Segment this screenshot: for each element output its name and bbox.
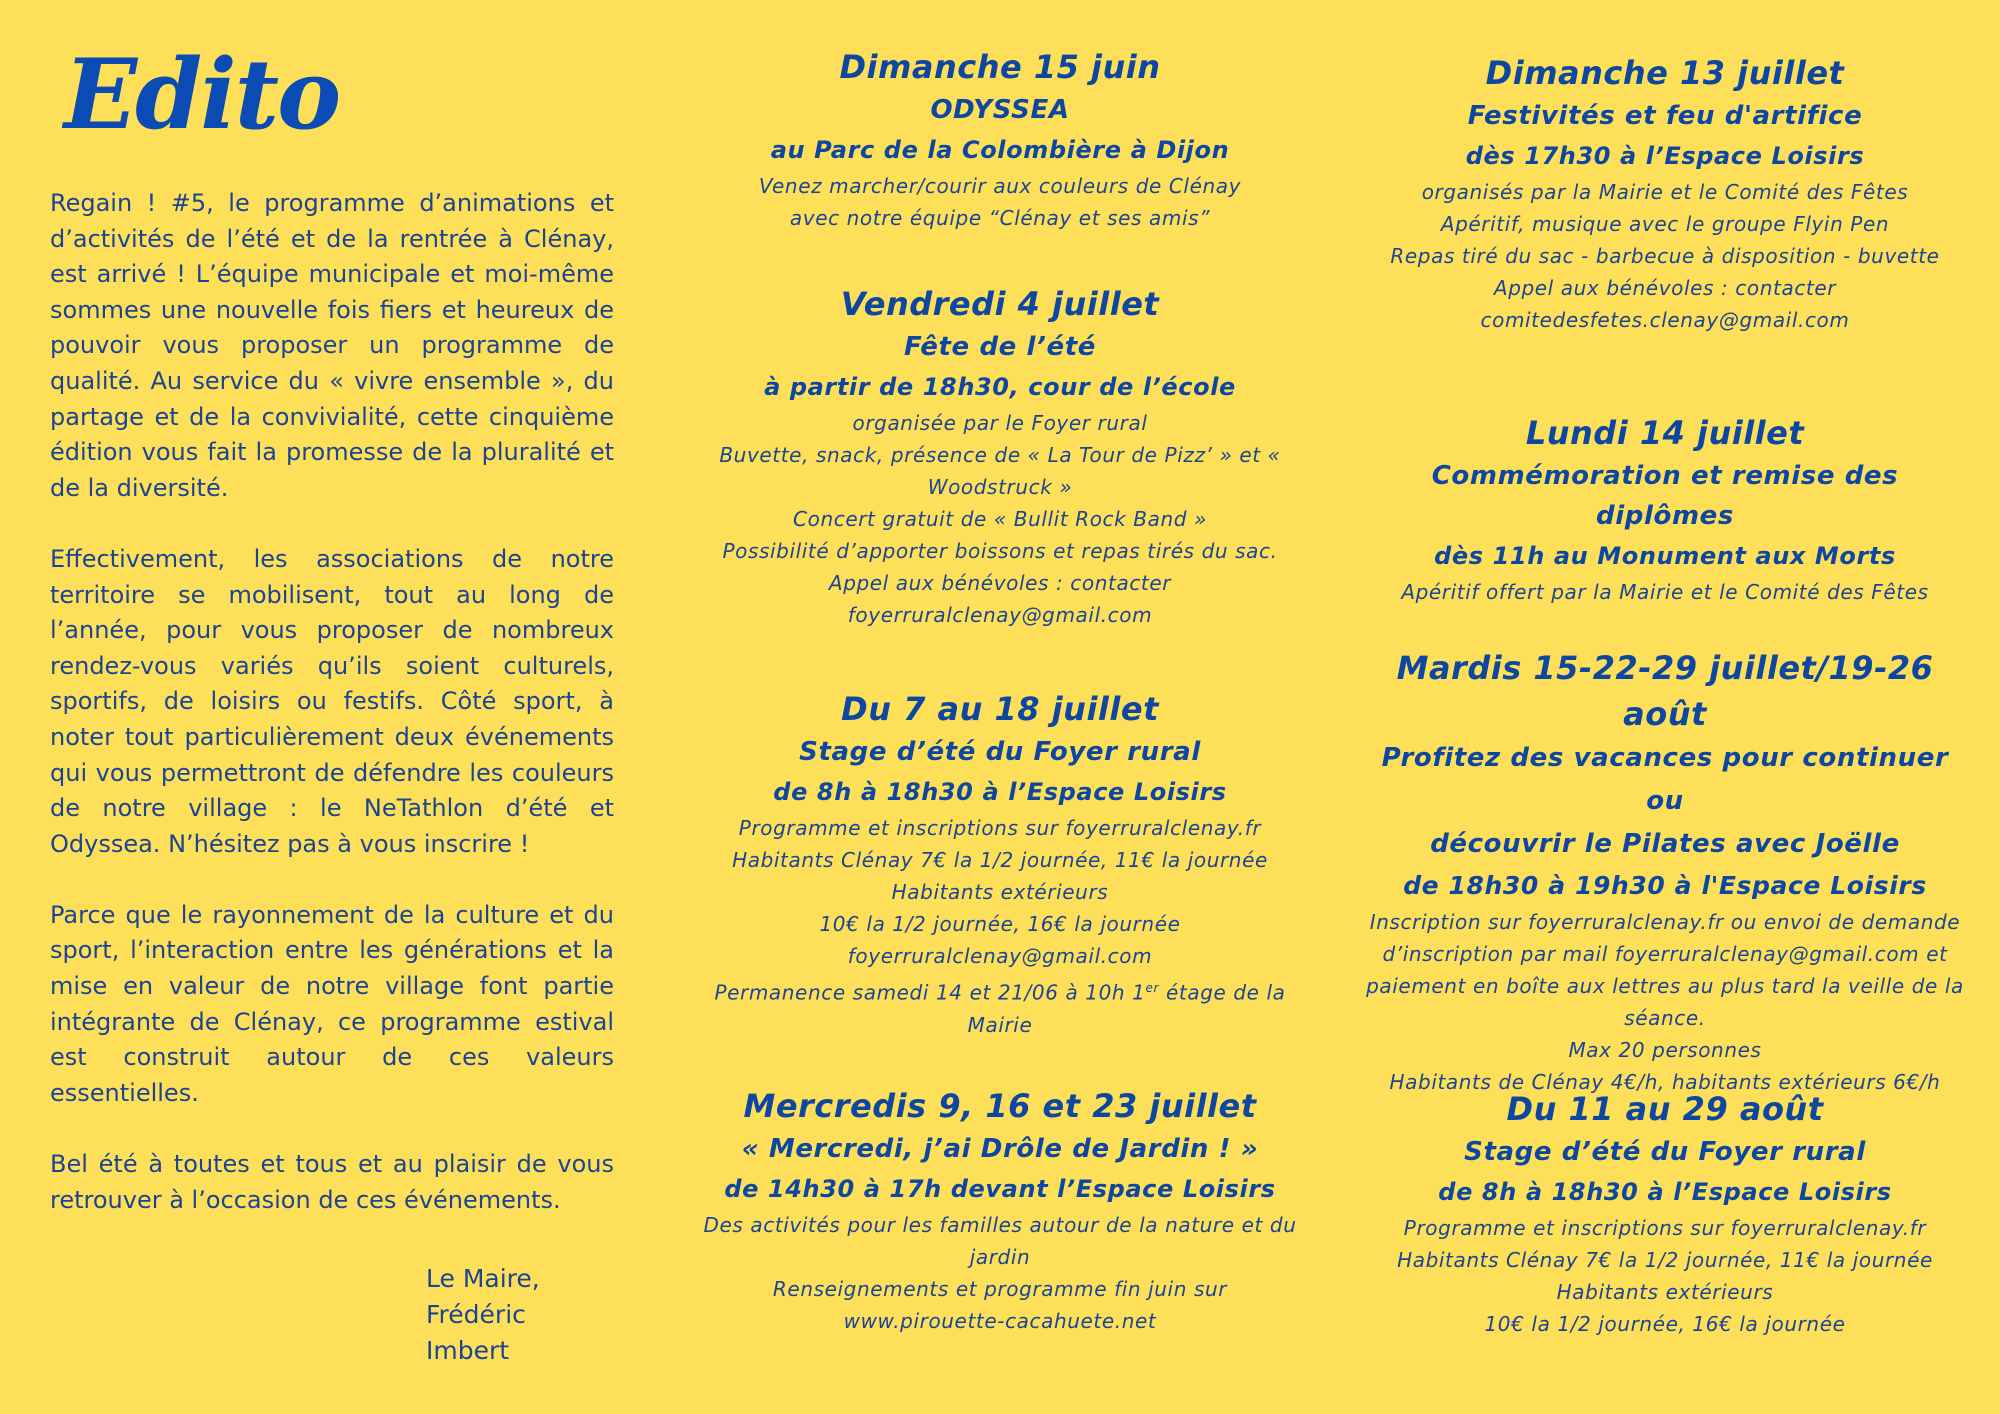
signature-name: Frédéric Imbert (426, 1300, 526, 1365)
event-stage-aout (1360, 1086, 1970, 1340)
event-title: Commémoration et remise des diplômes (1431, 461, 1899, 531)
event-line: Buvette, snack, présence de « La Tour de Pizz’ » et « (719, 443, 1281, 467)
event-title: « Mercredi, j’ai Drôle de Jardin ! » (741, 1134, 1259, 1164)
permanence-text: Permanence samedi 14 et 21/06 à 10h 1 (714, 980, 1146, 1005)
event-line: Habitants de Clénay 4€/h, habitants extérieurs 6€/h (1389, 1070, 1941, 1094)
event-stage-juillet (700, 686, 1300, 1041)
event-title: Stage d’été du Foyer rural (799, 737, 1201, 767)
event-line: Repas tiré du sac - barbecue à disposition - buvette (1390, 244, 1940, 268)
event-line: Habitants Clénay 7€ la 1/2 journée, 11€ la journée (732, 848, 1268, 872)
edito-paragraph: Parce que le rayonnement de la culture et du sport, l’interaction entre les générations et la mise en valeur de notre village font partie intégrante de Clénay, ce programme estival est construit autour de ces valeurs essentielles. (50, 900, 614, 1107)
event-mercredis (700, 1083, 1300, 1337)
event-line: jardin (969, 1245, 1031, 1269)
event-line: Renseignements et programme fin juin sur (772, 1277, 1228, 1301)
event-line: Apéritif, musique avec le groupe Flyin Pen (1440, 212, 1890, 236)
event-title: Stage d’été du Foyer rural (1464, 1137, 1866, 1167)
edito-paragraph: Bel été à toutes et tous et au plaisir de vous retrouver à l’occasion de ces événements. (50, 1150, 614, 1214)
event-line: 10€ la 1/2 journée, 16€ la journée (1484, 1312, 1846, 1336)
event-title: Fête de l’été (903, 332, 1097, 362)
event-line: foyerruralclenay@gmail.com (847, 603, 1153, 627)
signature (426, 1261, 616, 1369)
event-festivites (1360, 50, 1970, 336)
event-line: Inscription sur foyerruralclenay.fr ou envoi de demande (1369, 910, 1961, 934)
event-title: découvrir le Pilates avec Joëlle (1430, 829, 1900, 859)
event-date: Du 7 au 18 juillet (841, 690, 1159, 728)
event-line: Concert gratuit de « Bullit Rock Band » (793, 507, 1207, 531)
event-line: Habitants extérieurs (891, 880, 1109, 904)
event-line: organisés par la Mairie et le Comité des Fêtes (1421, 180, 1909, 204)
event-date: Dimanche 15 juin (839, 48, 1161, 86)
event-line: Appel aux bénévoles : contacter (1493, 276, 1837, 300)
event-line: Programme et inscriptions sur foyerruralclenay.fr (1403, 1216, 1927, 1240)
edito-title: Edito (64, 38, 340, 151)
event-line: Habitants Clénay 7€ la 1/2 journée, 11€ la journée (1397, 1248, 1933, 1272)
event-fete-ete (700, 281, 1300, 631)
event-line: Max 20 personnes (1568, 1038, 1762, 1062)
event-line: Possibilité d’apporter boissons et repas tirés du sac. (722, 539, 1278, 563)
event-line: Venez marcher/courir aux couleurs de Clénay (758, 174, 1242, 198)
event-line: 10€ la 1/2 journée, 16€ la journée (819, 912, 1181, 936)
edito-body (50, 186, 614, 1254)
event-date: Lundi 14 juillet (1525, 414, 1805, 452)
event-line: Programme et inscriptions sur foyerruralclenay.fr (738, 816, 1262, 840)
event-line: Habitants extérieurs (1556, 1280, 1774, 1304)
event-line: Woodstruck » (927, 475, 1073, 499)
event-line: Mairie (967, 1012, 1033, 1037)
event-subtitle: à partir de 18h30, cour de l’école (764, 373, 1236, 401)
permanence-sup: er (1145, 981, 1160, 995)
event-subtitle: de 14h30 à 17h devant l’Espace Loisirs (724, 1175, 1276, 1203)
permanence-text-after: étage de la (1159, 980, 1286, 1005)
edito-paragraph: Effectivement, les associations de notre territoire se mobilisent, tout au long de l’année, pour vous proposer de nombreux rendez-vous variés qu’ils soient culturels, sportifs, de loisirs ou festifs. Côté sport, à noter tout particulièrement deux événements qui vous permettront de défendre les couleurs de notre village : le NeTathlon d’été et Odyssea. N’hésitez pas à vous inscrire ! (50, 544, 614, 858)
event-subtitle: au Parc de la Colombière à Dijon (770, 136, 1230, 164)
event-subtitle: de 18h30 à 19h30 à l'Espace Loisirs (1403, 871, 1927, 900)
event-line: séance. (1624, 1006, 1706, 1030)
event-odyssea (700, 44, 1300, 234)
event-line: organisée par le Foyer rural (852, 411, 1148, 435)
event-title: Festivités et feu d'artifice (1467, 101, 1863, 131)
event-subtitle: de 8h à 18h30 à l’Espace Loisirs (773, 778, 1227, 806)
event-date: Mercredis 9, 16 et 23 juillet (743, 1087, 1257, 1125)
event-date: Dimanche 13 juillet (1485, 54, 1845, 92)
event-title: ODYSSEA (930, 95, 1070, 125)
event-commemoration (1360, 410, 1970, 608)
event-permanence (700, 972, 1300, 1009)
event-line: comitedesfetes.clenay@gmail.com (1480, 308, 1850, 332)
event-line: Appel aux bénévoles : contacter (828, 571, 1172, 595)
event-pilates (1360, 645, 1970, 1098)
event-subtitle: de 8h à 18h30 à l’Espace Loisirs (1438, 1178, 1892, 1206)
event-line: foyerruralclenay@gmail.com (847, 944, 1153, 968)
event-title: Profitez des vacances pour continuer ou (1381, 743, 1949, 816)
event-date: Du 11 au 29 août (1506, 1090, 1824, 1128)
edito-paragraph: Regain ! #5, le programme d’animations et d’activités de l’été et de la rentrée à Clénay, est arrivé ! L’équipe municipale et moi-même sommes une nouvelle fois fiers et heureux de pouvoir vous proposer un programme de qualité. Au service du « vivre ensemble », du partage et de la convivialité, cette cinquième édition vous fait la promesse de la pluralité et de la diversité. (50, 189, 614, 502)
event-line: Apéritif offert par la Mairie et le Comité des Fêtes (1401, 580, 1929, 604)
signature-role: Le Maire, (426, 1264, 540, 1293)
event-line: d’inscription par mail foyerruralclenay@gmail.com et (1382, 942, 1948, 966)
event-subtitle: dès 11h au Monument aux Morts (1434, 542, 1896, 570)
event-date: Mardis 15-22-29 juillet/19-26 août (1396, 649, 1934, 733)
event-line: paiement en boîte aux lettres au plus tard la veille de la (1366, 974, 1964, 998)
event-date: Vendredi 4 juillet (840, 285, 1160, 323)
event-line: Des activités pour les familles autour de la nature et du (703, 1213, 1297, 1237)
event-line: avec notre équipe “Clénay et ses amis” (789, 206, 1211, 230)
event-subtitle: dès 17h30 à l’Espace Loisirs (1465, 142, 1865, 170)
event-line: www.pirouette-cacahuete.net (843, 1309, 1157, 1333)
